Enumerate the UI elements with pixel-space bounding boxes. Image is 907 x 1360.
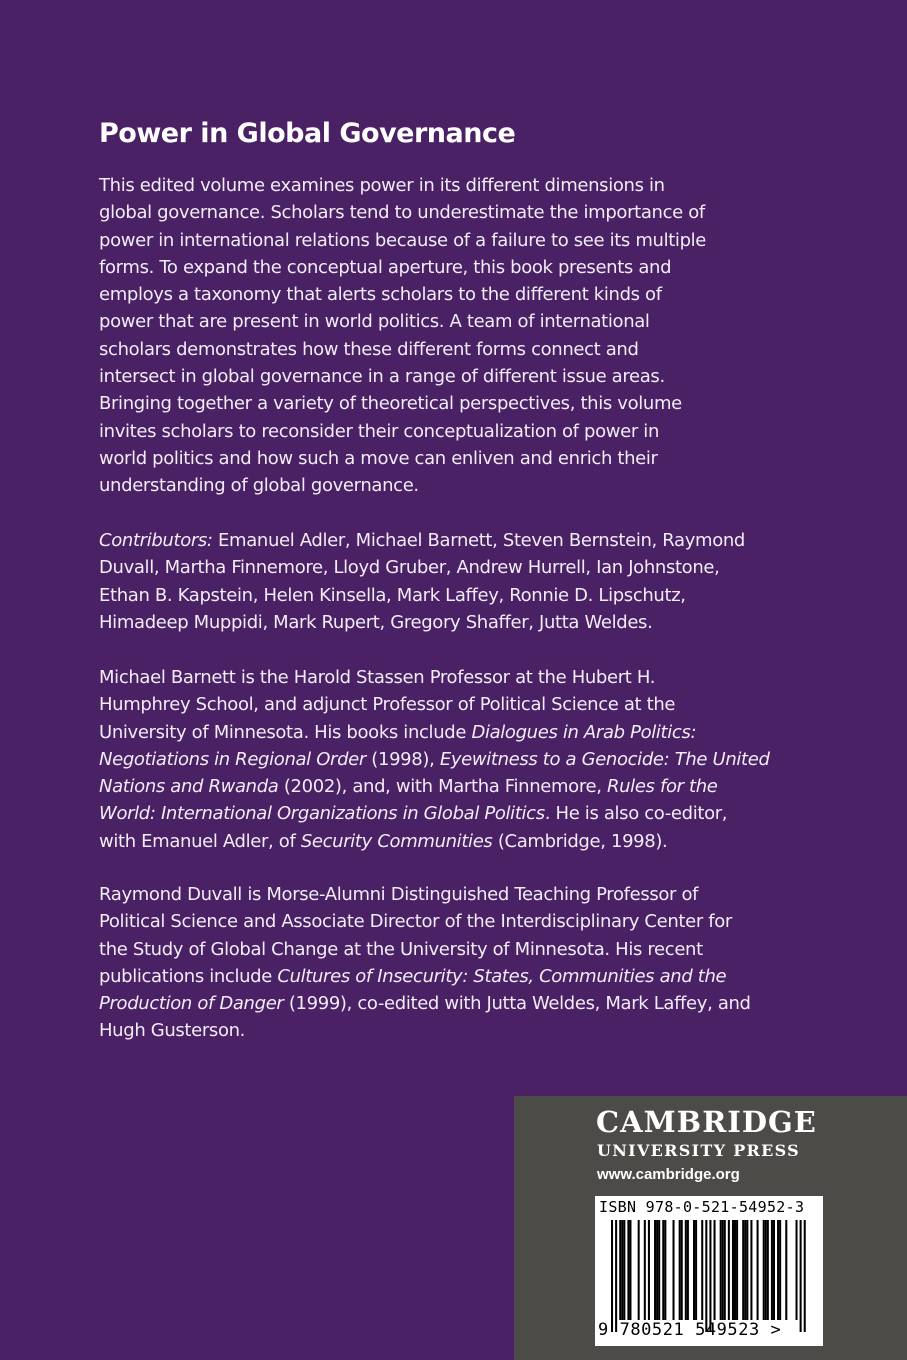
contributors-line: Ethan B. Kapstein, Helen Kinsella, Mark Laffey, Ronnie D. Lipschutz, [99,584,686,606]
bio-line [99,828,739,855]
contributors-names: Emanuel Adler, Michael Barnett, Steven Bernstein, Raymond [212,530,746,551]
description-line: invites scholars to reconsider their conceptualization of power in [99,420,660,442]
description-line: employs a taxonomy that alerts scholars to the different kinds of [99,284,662,306]
barcode-bar [744,1220,746,1320]
bio-line [99,800,739,827]
description-line: global governance. Scholars tend to underestimate the importance of [99,202,705,224]
barcode-bar [773,1220,775,1320]
duvall-bio [99,881,751,1045]
publisher-url: www.cambridge.org [597,1166,740,1183]
barcode-bar [771,1220,773,1320]
isbn-label: ISBN 978-0-521-54952-3 [599,1198,805,1216]
barcode-bar [658,1220,660,1320]
contributors-line: Himadeep Muppidi, Mark Rupert, Gregory Shaffer, Jutta Weldes. [99,611,653,633]
barcode-bar [638,1220,640,1320]
publisher-panel [514,1096,907,1360]
description-line: intersect in global governance in a range of different issue areas. [99,366,665,388]
description-line: understanding of global governance. [99,475,419,497]
barcode-bar [681,1220,683,1320]
contributors-line [99,527,746,554]
barcode-bar [664,1220,666,1320]
bio-line: Humphrey School, and adjunct Professor of Political Science at the [99,694,676,716]
book-title-ref: Eyewitness to a Genocide: The United [439,748,770,770]
bio-line: Hugh Gusterson. [99,1020,246,1042]
description-line: forms. To expand the conceptual aperture, this book presents and [99,256,672,278]
barcode-bar [623,1220,625,1320]
barcode-bar [804,1220,806,1332]
book-title-ref: Rules for the [606,776,718,798]
barcode-bar [765,1220,767,1320]
barcode-bar [728,1220,730,1320]
barcode-bar [796,1220,798,1320]
book-title-ref: Nations and Rwanda [99,776,279,798]
bio-text: . He is also co-editor, [544,803,728,825]
bio-line [99,773,739,800]
barcode-bar [644,1220,646,1320]
barcode-bar [779,1220,781,1320]
book-title-ref: Production of Danger [99,993,284,1015]
description-line: world politics and how such a move can enliven and enrich their [99,447,658,469]
bio-line [99,746,770,773]
barcode-bar [785,1220,787,1320]
barcode-bar [705,1220,707,1332]
barcode-bar [695,1220,697,1320]
book-title-ref: World: International Organizations in Global Politics [99,803,545,825]
bio-text: (Cambridge, 1998). [492,830,668,852]
contributors-label: Contributors: [99,530,213,551]
bio-text: publications include [99,965,278,987]
barcode-bar [627,1220,629,1320]
barcode-bar [777,1220,779,1320]
bio-line: Raymond Duvall is Morse-Alumni Distinguished Teaching Professor of [99,884,699,905]
barcode-bar [648,1220,650,1320]
bio-text: University of Minnesota. His books include [99,721,472,743]
book-title-ref: Negotiations in Regional Order [99,748,366,770]
barcode-bar [763,1220,765,1320]
barcode-digits: 9 780521 549523 > [598,1320,782,1340]
barcode-bar [742,1220,744,1320]
bio-line [99,963,739,990]
bio-text: (2002), and, with Martha Finnemore, [278,776,607,798]
publisher-subtitle: UNIVERSITY PRESS [597,1141,800,1160]
barcode-bar [621,1220,623,1320]
barcode-bar [767,1220,769,1320]
description-line: power in international relations because of a failure to see its multiple [99,229,707,251]
bio-line: Michael Barnett is the Harold Stassen Professor at the Hubert H. [99,667,656,688]
barcode-bar [701,1220,703,1320]
bio-line: the Study of Global Change at the University of Minnesota. His recent [99,938,703,960]
barcode-bar [679,1220,681,1320]
barcode-bar [736,1220,738,1320]
description-line: scholars demonstrates how these different forms connect and [99,338,639,360]
publisher-name: CAMBRIDGE [596,1105,817,1139]
barcode-bar [746,1220,748,1320]
bio-line [99,990,751,1017]
barcode-bar [685,1220,687,1320]
barcode [595,1196,823,1346]
barcode-bar [800,1220,802,1332]
bio-text: with Emanuel Adler, of [99,830,301,852]
book-title: Power in Global Governance [99,118,516,149]
contributors-list [99,527,746,636]
barcode-bar [662,1220,664,1320]
barcode-bar [722,1220,724,1320]
barcode-bar [720,1220,722,1320]
book-title-ref: Security Communities [300,830,493,852]
barcode-bar [757,1220,759,1320]
barcode-bar [714,1220,716,1320]
contributors-line: Duvall, Martha Finnemore, Lloyd Gruber, Andrew Hurrell, Ian Johnstone, [99,557,720,579]
barcode-bar [732,1220,734,1320]
barcode-bar [629,1220,631,1320]
book-title-ref: Cultures of Insecurity: States, Communities and the [277,965,727,987]
bio-line: Political Science and Associate Director of the Interdisciplinary Center for [99,911,732,933]
barcode-bar [673,1220,675,1320]
barcode-bar [654,1220,656,1320]
barcode-bar [611,1220,613,1332]
bio-line [99,719,739,746]
description-line: Bringing together a variety of theoretical perspectives, this volume [99,393,682,415]
description-line: power that are present in world politics. A team of international [99,311,650,333]
barcode-bar [734,1220,736,1320]
description-line: This edited volume examines power in its different dimensions in [99,175,665,196]
barcode-bar [724,1220,726,1320]
barcode-bar [750,1220,752,1320]
bio-text: (1999), co-edited with Jutta Weldes, Mark Laffey, and [283,993,751,1015]
book-title-ref: Dialogues in Arab Politics: [471,721,697,743]
barcode-bar [656,1220,658,1320]
barcode-bar [687,1220,689,1320]
barcode-bar [693,1220,695,1320]
bio-text: (1998), [365,748,440,770]
barnett-bio [99,664,770,855]
barcode-bar [709,1220,711,1332]
book-description [99,172,739,500]
barcode-bar [615,1220,617,1332]
barcode-bar [619,1220,621,1320]
